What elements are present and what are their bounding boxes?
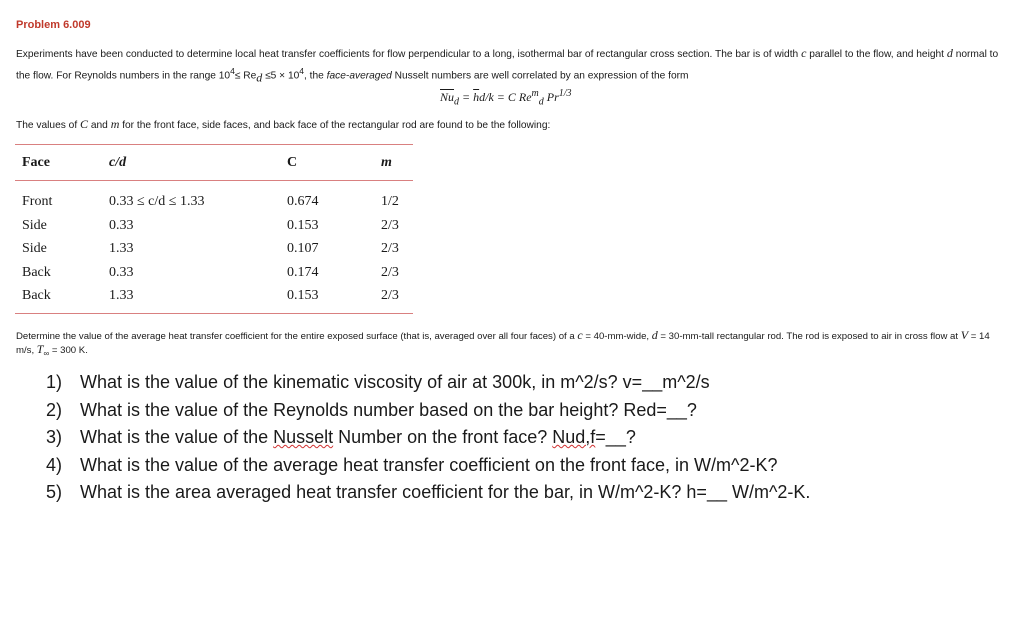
question-text: What is the value of the kinematic viscosity of air at 300k, in m^2/s? v=__m^2/s <box>80 372 710 392</box>
header-c-over-d: c/d <box>109 155 127 170</box>
cell-c: 0.674 <box>287 194 319 209</box>
cell-c-over-d: 1.33 <box>109 288 134 303</box>
question-list <box>46 369 896 507</box>
table-row <box>15 238 413 262</box>
cell-c-over-d: 0.33 <box>109 264 134 280</box>
cell-face: Front <box>22 194 53 209</box>
table-row <box>15 191 413 215</box>
nusselt-correlation-formula: $\overline{Nu}_d = \overline{h}d/k = C$ $Re^m_d$ $Pr^{1/3}$ <box>440 88 572 108</box>
question-number: 1) <box>46 372 63 392</box>
spellcheck-word: Nud,f <box>552 427 596 447</box>
table-body <box>15 181 413 313</box>
question-item <box>46 424 896 452</box>
problem-title: Problem 6.009 <box>16 19 91 31</box>
cell-face: Side <box>22 241 47 256</box>
header-c: C <box>287 155 298 170</box>
question-text: What is the value of the average heat transfer coefficient on the front face, in W/m^2-K? <box>80 454 778 475</box>
header-m: m <box>381 155 392 170</box>
spellcheck-word: Nusselt <box>273 427 334 447</box>
question-text: What is the area averaged heat transfer coefficient for the bar, in W/m^2-K? h=__ W/m^2-K. <box>80 482 811 502</box>
cell-c: 0.107 <box>287 241 319 256</box>
cell-c-over-d: 1.33 <box>109 241 134 256</box>
cell-c: 0.174 <box>287 264 319 280</box>
cell-c: 0.153 <box>287 217 319 233</box>
cell-c: 0.153 <box>287 288 319 303</box>
cell-m: 2/3 <box>381 264 399 280</box>
coefficients-table <box>15 144 413 314</box>
question-number: 3) <box>46 427 63 447</box>
table-row <box>15 262 413 286</box>
question-text: What is the value of the Nusselt Number on the front face? Nud,f=__? <box>80 427 636 447</box>
cell-m: 2/3 <box>381 288 399 303</box>
question-number: 4) <box>46 454 63 475</box>
table-header-row <box>15 145 413 180</box>
question-number: 2) <box>46 399 63 420</box>
cell-face: Back <box>22 288 51 303</box>
question-item <box>46 452 896 480</box>
cell-face: Side <box>22 217 47 233</box>
values-description: The values of C and m for the front face, side faces, and back face of the rectangular rod are found to be the following: <box>16 117 551 131</box>
problem-intro: Experiments have been conducted to determine local heat transfer coefficients for flow perpendicular to a long, isothermal bar of rectangular cross section. The bar is of width c parallel to the flow, and height d normal to the flow. For Reynolds numbers in the range $10^4\le Re_d \le 5 \times 10^4$, the face-averaged Nusselt numbers are well correlated by an expression of the form <box>16 46 999 85</box>
cell-c-over-d: 0.33 ≤ c/d ≤ 1.33 <box>109 194 205 209</box>
table-bottom-rule <box>15 313 413 314</box>
determine-statement: Determine the value of the average heat transfer coefficient for the entire exposed surface (that is, averaged over all four faces) of a c = 40-mm-wide, d = 30-mm-tall rectangular rod. The rod is exposed to air in cross flow at V = 14 m/s, $T_\infty = 300$ K. <box>16 328 990 358</box>
question-text: What is the value of the Reynolds number based on the bar height? Red=__? <box>80 399 697 420</box>
question-item <box>46 479 896 507</box>
cell-m: 2/3 <box>381 217 399 233</box>
cell-m: 2/3 <box>381 241 399 256</box>
cell-face: Back <box>22 264 51 280</box>
cell-c-over-d: 0.33 <box>109 217 134 233</box>
question-number: 5) <box>46 482 63 502</box>
cell-m: 1/2 <box>381 194 399 209</box>
table-row <box>15 285 413 309</box>
table-row <box>15 215 413 239</box>
question-item <box>46 369 896 397</box>
header-face: Face <box>22 155 50 170</box>
question-item <box>46 397 896 425</box>
